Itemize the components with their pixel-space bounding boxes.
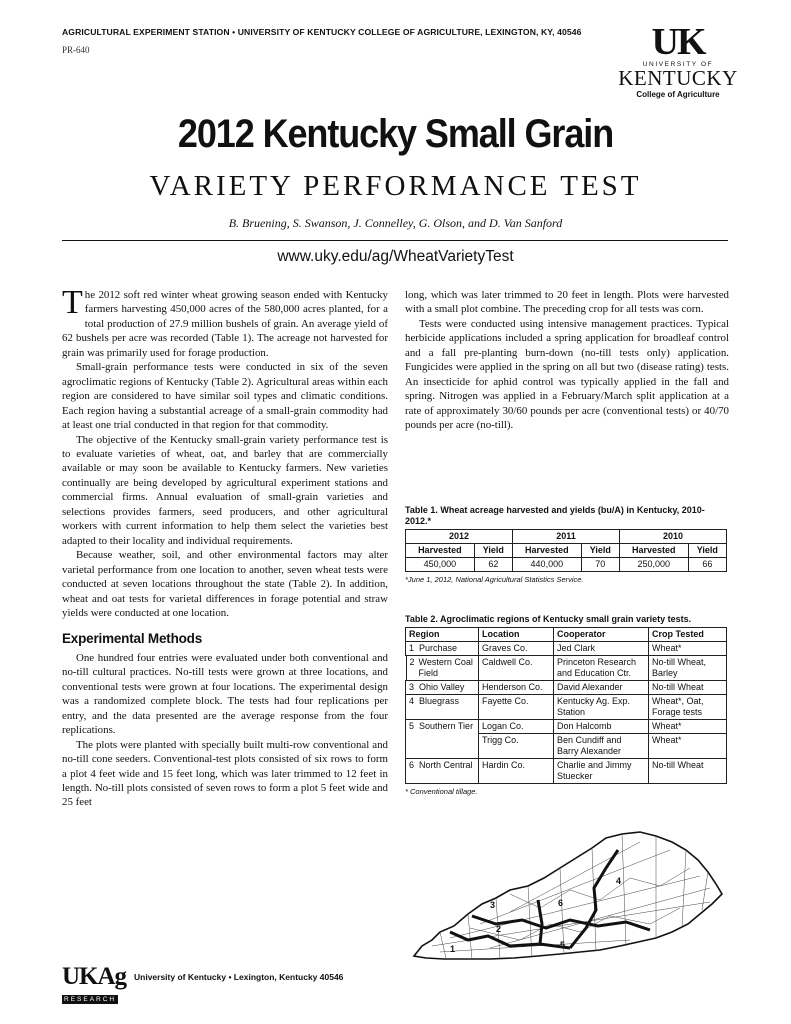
cooperator-cell: Charlie and Jimmy Stuecker bbox=[554, 759, 649, 784]
right-column bbox=[405, 288, 729, 433]
body-paragraph: long, which was later trimmed to 20 feet in length. Plots were harvested with a small plot combine. The preceding crop for all tests was corn. bbox=[405, 289, 729, 316]
region-name: North Central bbox=[419, 760, 473, 770]
table1-cell: 450,000 bbox=[406, 558, 475, 572]
cooperator-cell: Don Halcomb bbox=[554, 720, 649, 734]
region-number: 6 bbox=[409, 760, 415, 770]
table2-header: Crop Tested bbox=[649, 628, 727, 642]
table1-year: 2010 bbox=[619, 530, 726, 544]
table1-subheader: Harvested bbox=[406, 544, 475, 558]
ukag-logo-mark: UKAg bbox=[62, 963, 127, 990]
region-name: Southern Tier bbox=[419, 721, 474, 731]
table2-note: * Conventional tillage. bbox=[405, 787, 478, 796]
body-paragraph: Tests were conducted using intensive management practices. Typical herbicide applications included a spring application for broadleaf control and a fall pre-planting burn-down (no-till tests only) application. Fungicides were applied in the spring on all but two (disease rating) tests. An insecticide for aphid control was typically applied in the fall and spring. Nitrogen was applied in a February/March split application at a rate of approximately 30/60 pounds per acre (conventional tests) or 40/70 pounds per acre (no-till). bbox=[405, 317, 729, 432]
table1-subheader: Harvested bbox=[619, 544, 688, 558]
region-number: 3 bbox=[409, 682, 415, 692]
cooperator-cell: Ben Cundiff and Barry Alexander bbox=[554, 734, 649, 759]
map-region-label: 3 bbox=[490, 900, 496, 910]
location-cell: Hardin Co. bbox=[479, 759, 554, 784]
table1 bbox=[405, 529, 727, 572]
table2-caption: Table 2. Agroclimatic regions of Kentucky small grain variety tests. bbox=[405, 614, 692, 624]
uk-logo-college: College of Agriculture bbox=[636, 90, 720, 99]
kentucky-outline bbox=[414, 832, 722, 959]
crop-cell: Wheat* bbox=[649, 720, 727, 734]
table2-header: Region bbox=[406, 628, 479, 642]
cooperator-cell: Jed Clark bbox=[554, 642, 649, 656]
crop-cell: Wheat*, Oat, Forage tests bbox=[649, 695, 727, 720]
table-row bbox=[406, 720, 727, 734]
website-url[interactable]: www.uky.edu/ag/WheatVarietyTest bbox=[277, 248, 514, 265]
ukag-research-logo bbox=[62, 963, 128, 1006]
table1-subheader: Yield bbox=[688, 544, 726, 558]
authors-line: B. Bruening, S. Swanson, J. Connelley, G. Olson, and D. Van Sanford bbox=[228, 216, 563, 230]
table-row bbox=[406, 656, 727, 681]
table1-year: 2011 bbox=[512, 530, 619, 544]
region-name: Ohio Valley bbox=[419, 682, 465, 692]
region-number: 1 bbox=[409, 643, 415, 653]
table1-cell: 62 bbox=[474, 558, 512, 572]
section-heading: Experimental Methods bbox=[62, 631, 203, 647]
region-number: 2 bbox=[409, 657, 415, 667]
kentucky-regions-map bbox=[410, 828, 728, 964]
table2-header: Location bbox=[479, 628, 554, 642]
region-name: Western Coal Field bbox=[418, 657, 473, 678]
location-cell: Trigg Co. bbox=[479, 734, 554, 759]
table1-cell: 70 bbox=[581, 558, 619, 572]
crop-cell: No-till Wheat, Barley bbox=[649, 656, 727, 681]
table2-block bbox=[405, 614, 727, 796]
body-paragraph: The plots were planted with specially built multi-row conventional and no-till cone seeders. Conventional-test plots consisted of six rows to form a plot 4 feet wide and 15 feet long, which was later trimmed to 12 feet in length. No-till plots consisted of seven rows to form a plot 5 feet wide and 25 feet bbox=[62, 738, 388, 809]
table1-cell: 66 bbox=[688, 558, 726, 572]
publication-code: PR-640 bbox=[62, 45, 90, 55]
intro-text: he 2012 soft red winter wheat growing season ended with Kentucky farmers harvesting 450,000 acres of the 580,000 acres planted, for a total production of 27.9 million bushels of grain. An average yield of 62 bushels per acre was recorded (Table 1). The acreage not harvested for grain was primarily used for forage production. bbox=[62, 289, 388, 359]
footer-address: University of Kentucky • Lexington, Kentucky 40546 bbox=[134, 972, 344, 982]
crop-cell: No-till Wheat bbox=[649, 681, 727, 695]
table1-cell: 440,000 bbox=[512, 558, 581, 572]
uk-logo-state: KENTUCKY bbox=[618, 66, 738, 90]
location-cell: Logan Co. bbox=[479, 720, 554, 734]
cooperator-cell: Kentucky Ag. Exp. Station bbox=[554, 695, 649, 720]
crop-cell: No-till Wheat bbox=[649, 759, 727, 784]
table1-subheader: Harvested bbox=[512, 544, 581, 558]
body-paragraph: Small-grain performance tests were conducted in six of the seven agroclimatic regions of Kentucky (Table 2). Agricultural areas within each region are considered to have similar soil types and climatic conditions. Each region having a substantial acreage of a small-grain commodity had at least one trial conducted in that region for that commodity. bbox=[62, 361, 388, 432]
crop-cell: Wheat* bbox=[649, 642, 727, 656]
table-row bbox=[406, 681, 727, 695]
table1-year: 2012 bbox=[406, 530, 513, 544]
left-column bbox=[62, 284, 388, 810]
crop-cell: Wheat* bbox=[649, 734, 727, 759]
table-row bbox=[406, 642, 727, 656]
header-topline: AGRICULTURAL EXPERIMENT STATION • UNIVERSITY OF KENTUCKY COLLEGE OF AGRICULTURE, LEXINGTON, KY, 40546 bbox=[62, 27, 582, 37]
table2 bbox=[405, 627, 727, 784]
uk-logo-university: UNIVERSITY OF bbox=[642, 61, 714, 68]
table1-cell: 250,000 bbox=[619, 558, 688, 572]
header-divider bbox=[62, 240, 728, 241]
region-number: 4 bbox=[409, 696, 415, 706]
table1-subheader: Yield bbox=[474, 544, 512, 558]
page-subtitle: VARIETY PERFORMANCE TEST bbox=[149, 170, 642, 202]
ukag-logo-research: RESEARCH bbox=[64, 996, 117, 1003]
region-number: 5 bbox=[409, 721, 415, 731]
region-name: Purchase bbox=[419, 643, 458, 653]
map-region-label: 4 bbox=[616, 876, 622, 886]
location-cell: Fayette Co. bbox=[479, 695, 554, 720]
body-paragraph: The objective of the Kentucky small-grain variety performance test is to evaluate varieties of wheat, oat, and barley that are commercially available or may soon be available to Kentucky farmers. New varieties continually are being developed by agricultural experiment stations and commercial firms. Annual evaluation of small-grain varieties and selections provides farmers, seed producers, and other agricultural workers with current information to help them select the varieties best adapted to their locality and individual requirements. bbox=[62, 433, 388, 547]
body-paragraph: Because weather, soil, and other environmental factors may alter varietal performance from one location to another, seven wheat tests were conducted at seven locations throughout the state (Table 2). In addition, wheat and oat tests for varietal differences in forage potential and straw yields were conducted at one location. bbox=[62, 549, 388, 619]
body-paragraph: One hundred four entries were evaluated under both conventional and no-till cultural practices. No-till tests were grown at three locations, and conventional tests were grown at four locations. The experimental design was a randomized complete block. The tests had four replications per entry, and the data presented are the average response from the four replications. bbox=[62, 651, 388, 737]
cooperator-cell: David Alexander bbox=[554, 681, 649, 695]
location-cell: Henderson Co. bbox=[479, 681, 554, 695]
table1-caption: Table 1. Wheat acreage harvested and yields (bu/A) in Kentucky, 2010-2012.* bbox=[405, 505, 705, 526]
page-title: 2012 Kentucky Small Grain bbox=[177, 112, 614, 156]
table-row bbox=[406, 695, 727, 720]
table-row bbox=[406, 759, 727, 784]
drop-cap: T bbox=[62, 284, 83, 321]
table1-note: *June 1, 2012, National Agricultural Statistics Service. bbox=[405, 575, 584, 584]
uk-logo-mark: UK bbox=[651, 21, 705, 63]
uk-college-logo bbox=[612, 21, 744, 99]
intro-paragraph bbox=[62, 284, 388, 360]
map-region-label: 1 bbox=[450, 944, 456, 954]
table1-block bbox=[405, 505, 727, 584]
location-cell: Caldwell Co. bbox=[479, 656, 554, 681]
cooperator-cell: Princeton Research and Education Ctr. bbox=[554, 656, 649, 681]
table2-header: Cooperator bbox=[554, 628, 649, 642]
table1-subheader: Yield bbox=[581, 544, 619, 558]
map-region-label: 5 bbox=[560, 940, 566, 950]
location-cell: Graves Co. bbox=[479, 642, 554, 656]
map-region-label: 6 bbox=[558, 898, 564, 908]
region-name: Bluegrass bbox=[419, 696, 460, 706]
map-region-label: 2 bbox=[496, 924, 502, 934]
